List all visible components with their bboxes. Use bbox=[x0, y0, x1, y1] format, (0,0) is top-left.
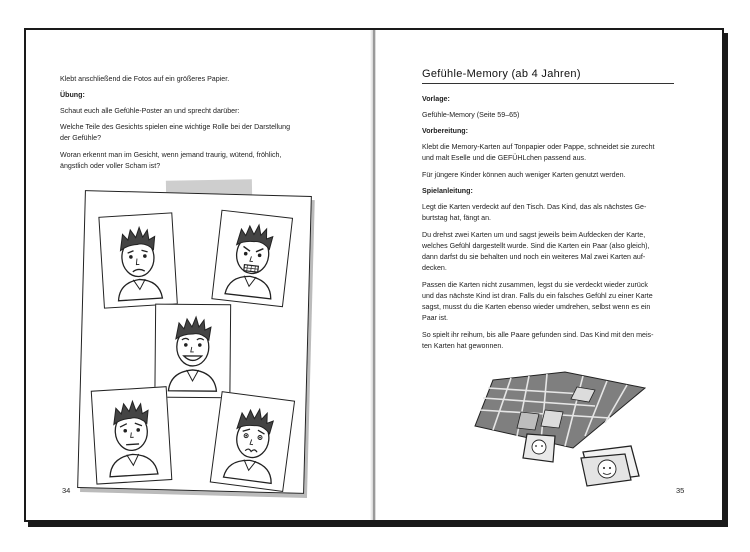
photo-sad-face bbox=[98, 212, 177, 308]
instructions-p1-line-1: Legt die Karten verdeckt auf den Tisch. Das Kind, das als nächstes Ge- bbox=[422, 203, 647, 211]
angry-face-drawing bbox=[212, 211, 292, 306]
exercise-paragraph-2-line-1: Welche Teile des Gesichts spielen eine wichtige Rolle bei der Darstellung bbox=[60, 123, 291, 131]
intro-line: Klebt anschließend die Fotos auf ein größeres Papier. bbox=[60, 75, 230, 83]
face-up-card-1 bbox=[523, 434, 555, 462]
happy-face-drawing bbox=[155, 305, 230, 398]
preparation-line-1: Klebt die Memory-Karten auf Tonpapier oder Pappe, schneidet sie zurecht bbox=[422, 143, 655, 151]
page-number-left: 34 bbox=[62, 486, 71, 495]
instructions-p4-line-2: ten Karten hat gewonnen. bbox=[422, 342, 504, 350]
instructions-p2-line-1: Du drehst zwei Karten um und sagst jeweils beim Aufdecken der Karte, bbox=[422, 231, 646, 239]
instructions-p3-line-3: sagst, musst du die Karten ebenso wieder umdrehen, selbst wenn es ein bbox=[422, 303, 651, 311]
instructions-p2-line-3: dann darfst du sie behalten und noch ein weiteres Mal zwei Karten auf- bbox=[422, 253, 646, 261]
anxious-face-drawing bbox=[211, 392, 294, 491]
page-number-right: 35 bbox=[676, 486, 685, 495]
preparation-line-2: und malt Eselle und die GEFÜHLchen passend aus. bbox=[422, 154, 587, 162]
section-title: Gefühle-Memory (ab 4 Jahren) bbox=[422, 68, 674, 84]
instructions-p4-line-1: So spielt ihr reihum, bis alle Paare gefunden sind. Das Kind mit den meis- bbox=[422, 331, 654, 339]
memory-grid bbox=[475, 372, 645, 448]
template-heading: Vorlage: bbox=[422, 95, 450, 103]
instructions-p2-line-2: welches Gefühl dargestellt wurde. Sind die Karten ein Paar (also gleich), bbox=[422, 242, 650, 250]
photo-angry-face bbox=[211, 210, 293, 308]
preparation-note: Für jüngere Kinder können auch weniger Karten genutzt werden. bbox=[422, 171, 626, 179]
instructions-p3-line-2: und das nächste Kind ist dran. Falls du ein falsches Gefühl zu einer Karte bbox=[422, 292, 653, 300]
exercise-heading: Übung: bbox=[60, 91, 85, 99]
sad-face-drawing bbox=[99, 213, 176, 307]
exercise-paragraph-1: Schaut euch alle Gefühle-Poster an und sprecht darüber: bbox=[60, 107, 240, 115]
exercise-paragraph-3-line-1: Woran erkennt man im Gesicht, wenn jemand traurig, wütend, fröhlich, bbox=[60, 151, 282, 159]
photo-happy-face bbox=[154, 304, 231, 399]
exercise-paragraph-3-line-2: ängstlich oder voller Scham ist? bbox=[60, 162, 161, 170]
preparation-heading: Vorbereitung: bbox=[422, 127, 468, 135]
photo-anxious-face bbox=[210, 391, 295, 492]
instructions-heading: Spielanleitung: bbox=[422, 187, 473, 195]
photo-worried-face bbox=[91, 386, 173, 484]
face-up-card-2 bbox=[581, 446, 639, 486]
template-text: Gefühle-Memory (Seite 59–65) bbox=[422, 111, 520, 119]
instructions-p3-line-1: Passen die Karten nicht zusammen, legst du sie verdeckt wieder zurück bbox=[422, 281, 648, 289]
exercise-paragraph-2-line-2: der Gefühle? bbox=[60, 134, 102, 142]
left-page bbox=[26, 30, 372, 520]
instructions-p3-line-4: Paar ist. bbox=[422, 314, 449, 322]
instructions-p2-line-4: decken. bbox=[422, 264, 447, 272]
emotions-poster bbox=[77, 190, 312, 494]
instructions-p1-line-2: burtstag hat, fängt an. bbox=[422, 214, 492, 222]
memory-cards-illustration bbox=[455, 330, 665, 490]
worried-face-drawing bbox=[92, 387, 171, 483]
